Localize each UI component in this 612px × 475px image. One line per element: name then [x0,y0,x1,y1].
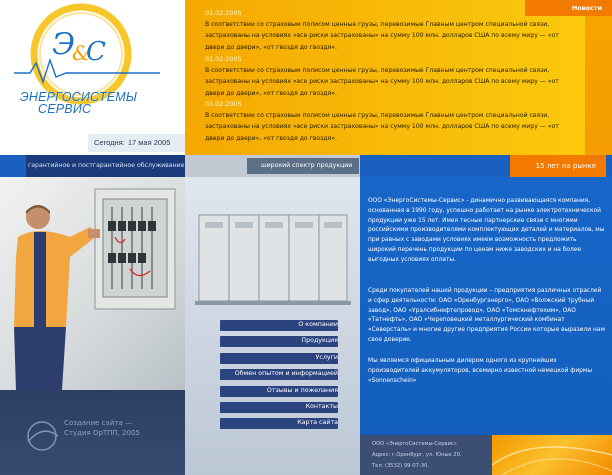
news-text: В соответствии со страховым полисом ценные грузы, перевозимые Главным центром специальной связи, застрахованы на условиях «все риски застрахованы» на сумму 100 млн. долларов США по всему миру — «от двери до двери», «от гвоздя до гвоздя». [205,112,559,142]
footer-decoration [492,435,612,475]
menu-item-about[interactable]: О компании [220,317,360,333]
service-header-accent [0,155,26,177]
service-header: гарантийное и постгарантийное обслуживание [0,155,185,177]
news-side-strip [585,16,612,155]
menu-item-exchange[interactable]: Обмен опытом и информацией [220,366,360,382]
svg-text:С: С [86,37,106,67]
about-panel [360,177,612,435]
footer-address: ООО «ЭнергоСистемы-Сервис» Адрес: г.Оренбург, ул. Юных 20. Тел. (3532) 99-07-30. [372,441,462,469]
news-text: В соответствии со страховым полисом ценные грузы, перевозимые Главным центром специальной связи, застрахованы на условиях «все риски застрахованы» на сумму 100 млн. долларов США по всему миру — «от двери до двери», «от гвоздя до гвоздя». [205,67,559,97]
news-item[interactable] [205,8,570,53]
about-paragraph: ООО «ЭнергоСистемы-Сервис» - динамично развивающаяся компания, основанная в 1990 году, успешно работает на рынке электротехнической продукции уже 15 лет. Имея тесные партнерские связи с многими российскими производителями комплектующих деталей и материалов, мы при равных с заводами условиях имеем возможность предложить широкий перечень продукции по ценам ниже заводских и на более выгодных условиях оплаты. [368,198,605,263]
studio-logo-icon[interactable] [22,416,62,456]
about-paragraph: Среди покупателей нашей продукции – предприятия различных отраслей и сфер деятельности: ОАО «Оренбургэнерго», ОАО «Волжский трубный завод», ОАО «Уралсибнефтепровод», ОАО «Томскнефтехим», ОАО «Татнефть», ОАО «Череповецкий металлургический комбинат «Северсталь» и многие другие предприятия России которые выразили нам свое доверие. [368,288,605,343]
logo-monogram: Э [52,27,75,62]
menu-item-contacts[interactable]: Контакты [220,399,360,415]
news-text: В соответствии со страховым полисом ценные грузы, перевозимые Главным центром специальной связи, застрахованы на условиях «все риски застрахованы» на сумму 100 млн. долларов США по всему миру — «от двери до двери», «от гвоздя до гвоздя». [205,21,559,51]
main-menu [220,317,360,432]
news-date: 01.02.2005 [205,55,242,63]
years-header [360,155,612,177]
menu-item-products[interactable]: Продукция [220,333,360,349]
orange-swirl-graphic [492,435,612,475]
cabinets-illustration [185,177,360,317]
products-header-tab[interactable]: широкий спектр продукции [247,158,359,174]
news-item[interactable] [205,54,570,99]
service-photo [0,177,185,390]
today-date: Сегодня: 17 мая 2005 [88,134,185,152]
products-header [185,155,360,177]
about-paragraph: Мы являемся официальным дилером одного из крупнейших производителей аккумуляторов, всемирно известной немецкой фирмы «Sonnenschein» [368,358,592,384]
news-tab[interactable]: Новости [525,0,612,16]
menu-item-services[interactable]: Услуги [220,350,360,366]
news-panel [185,0,585,155]
menu-item-sitemap[interactable]: Карта сайта [220,415,360,431]
news-date: 01.02.2005 [205,9,242,17]
logo-panel [0,0,185,155]
svg-text:&: & [72,41,90,65]
products-panel [185,177,360,475]
years-header-tab: 15 лет на рынке [510,155,606,177]
electrician-illustration [0,177,185,390]
news-item[interactable] [205,99,570,144]
logo-wordmark: ЭНЕРГОСИСТЕМЫ СЕРВИС [20,90,138,116]
news-date: 01.02.2005 [205,100,242,108]
menu-item-feedback[interactable]: Отзывы и пожелания [220,383,360,399]
studio-credit[interactable]: Создание сайта — Студия ОрТПП, 2005 [64,419,140,437]
